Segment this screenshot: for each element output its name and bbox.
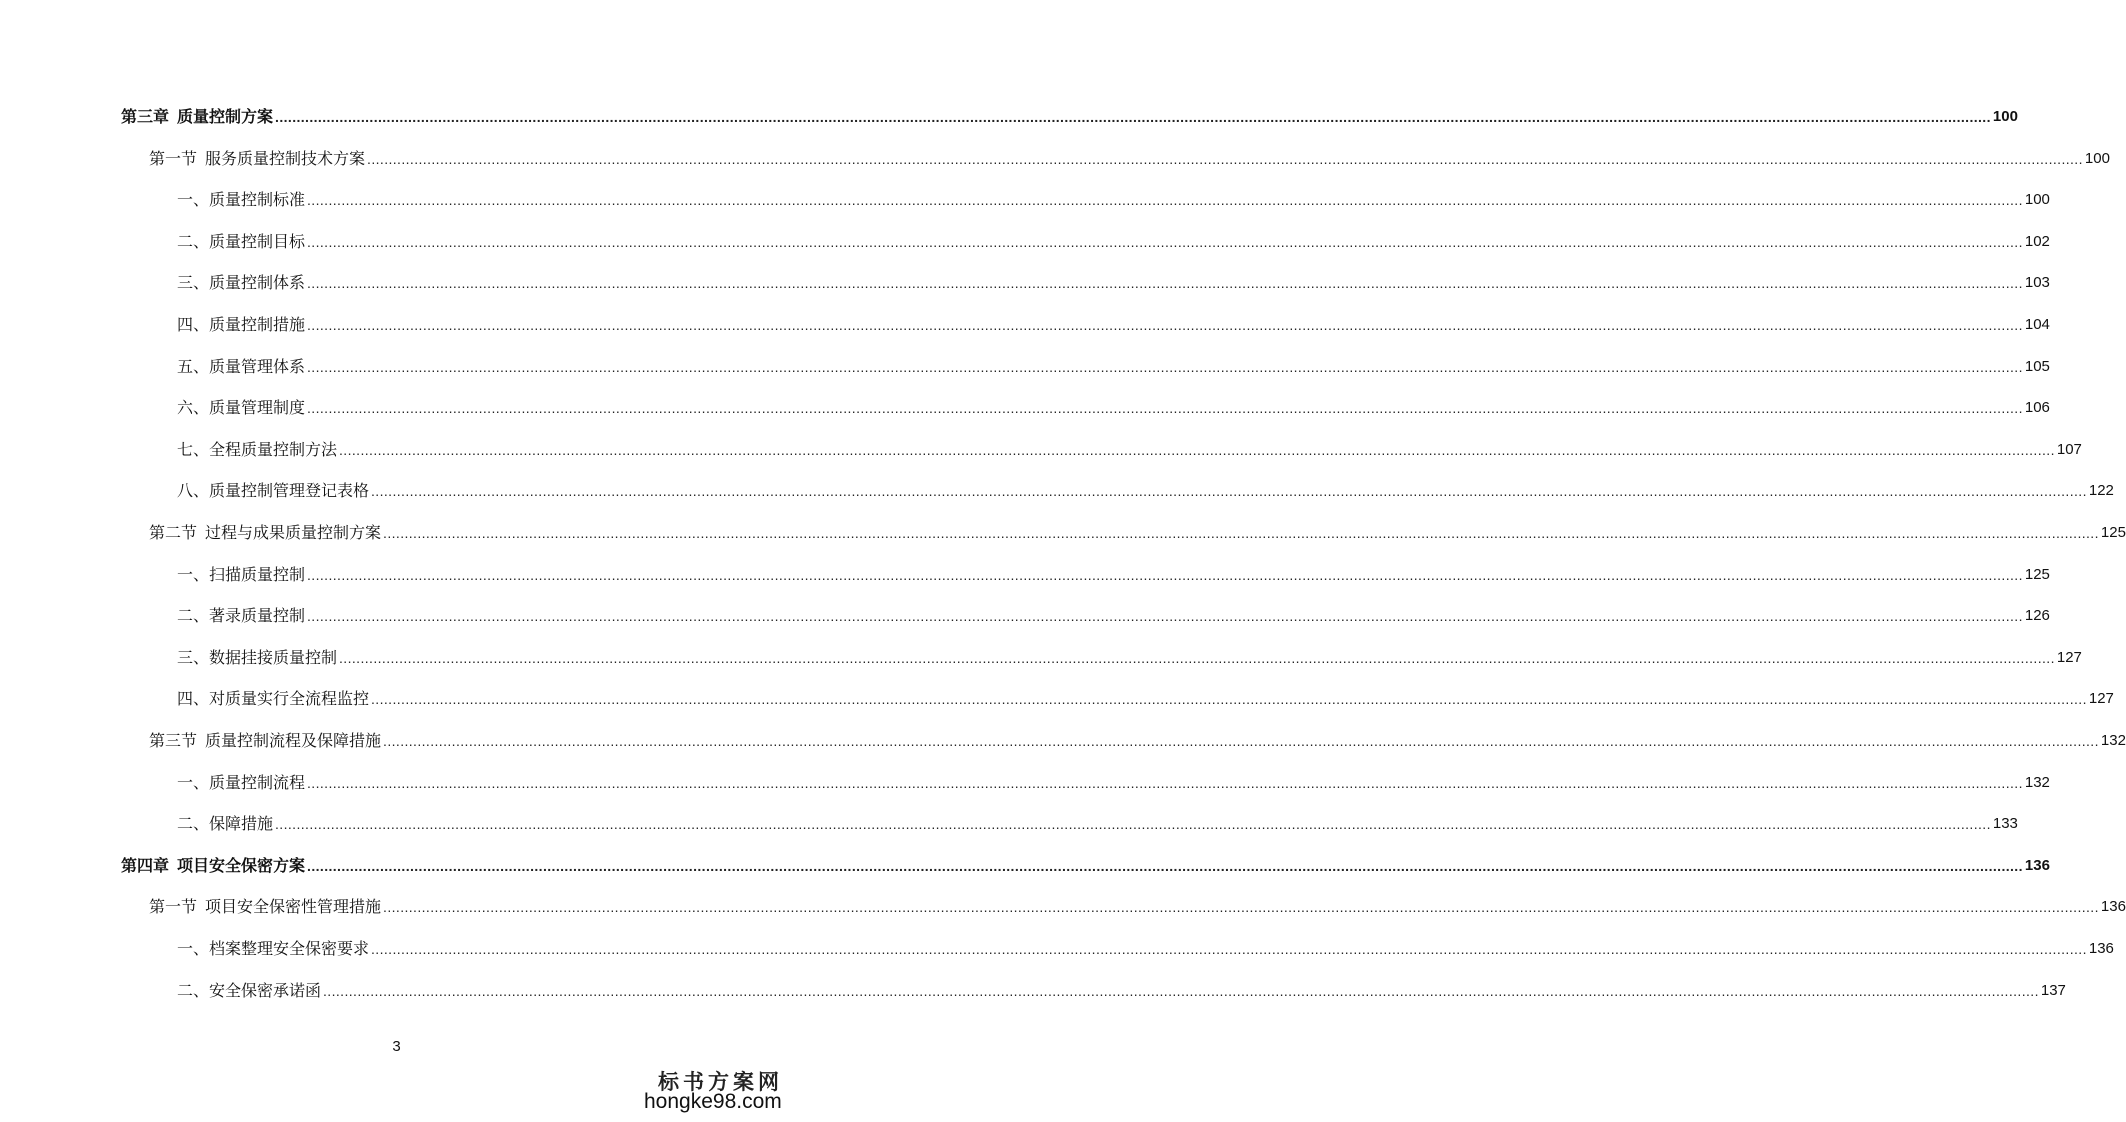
toc-entry-title: 一、扫描质量控制 — [177, 565, 306, 584]
site-watermark — [642, 1066, 792, 1120]
toc-entry-page: 100 — [2084, 150, 2110, 167]
watermark-site-name: 标书方案网 — [658, 1069, 783, 1094]
toc-entry-label — [177, 605, 305, 627]
toc-dot-leader: ................................................................................................................................................................................................................................................................................................................................................................................................................ — [367, 151, 2083, 167]
toc-entry-section[interactable] — [149, 894, 2126, 918]
toc-entry-page: 105 — [2024, 358, 2050, 375]
toc-entry-label — [177, 397, 305, 419]
toc-entry-section[interactable] — [149, 728, 2126, 752]
toc-entry-label — [177, 647, 337, 669]
toc-entry-page: 136 — [2024, 857, 2050, 874]
toc-entry-item[interactable] — [177, 686, 2114, 710]
toc-entry-title: 五、质量管理体系 — [177, 357, 306, 376]
toc-entry-title: 二、保障措施 — [177, 814, 274, 833]
toc-entry-page: 136 — [2088, 940, 2114, 957]
toc-entry-item[interactable] — [177, 229, 2050, 253]
toc-dot-leader: ................................................................................................................................................................................................................................................................................................................................................................................................................ — [307, 359, 2023, 375]
toc-entry-page: 126 — [2024, 607, 2050, 624]
toc-entry-title: 二、安全保密承诺函 — [177, 981, 322, 1000]
toc-dot-leader: ................................................................................................................................................................................................................................................................................................................................................................................................................ — [307, 275, 2023, 291]
toc-entry-page: 136 — [2100, 898, 2126, 915]
toc-entry-title: 七、全程质量控制方法 — [177, 440, 338, 459]
toc-entry-label — [177, 772, 305, 794]
toc-entry-page: 103 — [2024, 274, 2050, 291]
toc-entry-label — [177, 272, 305, 294]
toc-dot-leader: ................................................................................................................................................................................................................................................................................................................................................................................................................ — [307, 317, 2023, 333]
toc-entry-title: 三、质量控制体系 — [177, 273, 306, 292]
toc-entry-item[interactable] — [177, 603, 2050, 627]
toc-entry-page: 132 — [2024, 774, 2050, 791]
toc-entry-title: 三、数据挂接质量控制 — [177, 648, 338, 667]
toc-entry-label — [177, 480, 369, 502]
toc-entry-title: 四、对质量实行全流程监控 — [177, 689, 370, 708]
toc-entry-section[interactable] — [149, 520, 2126, 544]
toc-entry-title: 质量控制流程及保障措施 — [205, 731, 382, 750]
toc-entry-item[interactable] — [177, 978, 2066, 1002]
toc-entry-label — [177, 564, 305, 586]
toc-dot-leader: ................................................................................................................................................................................................................................................................................................................................................................................................................ — [371, 941, 2087, 957]
page-number: 3 — [392, 1038, 401, 1055]
toc-entry-title: 服务质量控制技术方案 — [205, 149, 366, 168]
toc-entry-label — [149, 148, 365, 170]
toc-entry-label — [177, 231, 305, 253]
toc-entry-title: 项目安全保密方案 — [177, 856, 306, 875]
toc-entry-chapter[interactable] — [121, 853, 2050, 877]
toc-entry-title: 二、著录质量控制 — [177, 606, 306, 625]
toc-entry-prefix: 第四章 — [121, 856, 170, 875]
toc-dot-leader: ................................................................................................................................................................................................................................................................................................................................................................................................................ — [383, 899, 2099, 915]
toc-entry-label — [177, 938, 369, 960]
toc-entry-prefix: 第一节 — [149, 149, 198, 168]
toc-entry-label — [177, 439, 337, 461]
toc-entry-label — [121, 106, 273, 128]
toc-dot-leader: ................................................................................................................................................................................................................................................................................................................................................................................................................ — [307, 775, 2023, 791]
toc-entry-title: 二、质量控制目标 — [177, 232, 306, 251]
toc-entry-item[interactable] — [177, 811, 2018, 835]
toc-entry-label — [149, 730, 381, 752]
toc-entry-item[interactable] — [177, 437, 2082, 461]
toc-dot-leader: ................................................................................................................................................................................................................................................................................................................................................................................................................ — [307, 400, 2023, 416]
toc-dot-leader: ................................................................................................................................................................................................................................................................................................................................................................................................................ — [307, 567, 2023, 583]
toc-entry-page: 122 — [2088, 482, 2114, 499]
toc-dot-leader: ................................................................................................................................................................................................................................................................................................................................................................................................................ — [323, 983, 2039, 999]
toc-dot-leader: ................................................................................................................................................................................................................................................................................................................................................................................................................ — [307, 858, 2023, 874]
toc-entry-page: 104 — [2024, 316, 2050, 333]
toc-entry-item[interactable] — [177, 562, 2050, 586]
toc-entry-page: 127 — [2088, 690, 2114, 707]
toc-entry-label — [177, 980, 321, 1002]
toc-entry-label — [177, 189, 305, 211]
toc-entry-label — [149, 896, 381, 918]
toc-entry-item[interactable] — [177, 936, 2114, 960]
toc-dot-leader: ................................................................................................................................................................................................................................................................................................................................................................................................................ — [339, 650, 2055, 666]
toc-entry-title: 项目安全保密性管理措施 — [205, 897, 382, 916]
toc-entry-label — [177, 314, 305, 336]
toc-entry-label — [149, 522, 381, 544]
toc-entry-page: 133 — [1992, 815, 2018, 832]
toc-entry-label — [121, 855, 305, 877]
toc-entry-label — [177, 813, 273, 835]
toc-entry-page: 137 — [2040, 982, 2066, 999]
toc-entry-page: 125 — [2024, 566, 2050, 583]
toc-dot-leader: ................................................................................................................................................................................................................................................................................................................................................................................................................ — [371, 691, 2087, 707]
toc-entry-page: 127 — [2056, 649, 2082, 666]
toc-entry-item[interactable] — [177, 645, 2082, 669]
toc-entry-prefix: 第三节 — [149, 731, 198, 750]
toc-dot-leader: ................................................................................................................................................................................................................................................................................................................................................................................................................ — [371, 483, 2087, 499]
toc-entry-title: 一、质量控制标准 — [177, 190, 306, 209]
toc-entry-title: 质量控制方案 — [177, 107, 274, 126]
toc-entry-item[interactable] — [177, 770, 2050, 794]
toc-entry-page: 132 — [2100, 732, 2126, 749]
toc-entry-page: 125 — [2100, 524, 2126, 541]
toc-dot-leader: ................................................................................................................................................................................................................................................................................................................................................................................................................ — [339, 442, 2055, 458]
watermark-site-url: hongke98.com — [644, 1090, 782, 1113]
toc-dot-leader: ................................................................................................................................................................................................................................................................................................................................................................................................................ — [383, 525, 2099, 541]
toc-entry-prefix: 第一节 — [149, 897, 198, 916]
toc-dot-leader: ................................................................................................................................................................................................................................................................................................................................................................................................................ — [275, 109, 1991, 125]
toc-entry-title: 八、质量控制管理登记表格 — [177, 481, 370, 500]
toc-entry-label — [177, 356, 305, 378]
toc-entry-title: 六、质量管理制度 — [177, 398, 306, 417]
toc-entry-prefix: 第二节 — [149, 523, 198, 542]
toc-entry-page: 107 — [2056, 441, 2082, 458]
toc-entry-page: 106 — [2024, 399, 2050, 416]
toc-entry-label — [177, 688, 369, 710]
toc-entry-chapter[interactable] — [121, 104, 2018, 128]
toc-entry-item[interactable] — [177, 478, 2114, 502]
toc-entry-item[interactable] — [177, 354, 2050, 378]
toc-dot-leader: ................................................................................................................................................................................................................................................................................................................................................................................................................ — [307, 234, 2023, 250]
toc-dot-leader: ................................................................................................................................................................................................................................................................................................................................................................................................................ — [383, 733, 2099, 749]
toc-entry-item[interactable] — [177, 395, 2050, 419]
toc-dot-leader: ................................................................................................................................................................................................................................................................................................................................................................................................................ — [307, 608, 2023, 624]
toc-entry-title: 过程与成果质量控制方案 — [205, 523, 382, 542]
toc-dot-leader: ................................................................................................................................................................................................................................................................................................................................................................................................................ — [307, 192, 2023, 208]
toc-entry-item[interactable] — [177, 312, 2050, 336]
toc-entry-page: 102 — [2024, 233, 2050, 250]
toc-entry-page: 100 — [1992, 108, 2018, 125]
toc-entry-prefix: 第三章 — [121, 107, 170, 126]
toc-entry-title: 四、质量控制措施 — [177, 315, 306, 334]
toc-entry-page: 100 — [2024, 191, 2050, 208]
toc-entry-item[interactable] — [177, 270, 2050, 294]
toc-entry-title: 一、档案整理安全保密要求 — [177, 939, 370, 958]
toc-entry-item[interactable] — [177, 187, 2050, 211]
toc-entry-section[interactable] — [149, 146, 2110, 170]
toc-entry-title: 一、质量控制流程 — [177, 773, 306, 792]
toc-dot-leader: ................................................................................................................................................................................................................................................................................................................................................................................................................ — [275, 816, 1991, 832]
